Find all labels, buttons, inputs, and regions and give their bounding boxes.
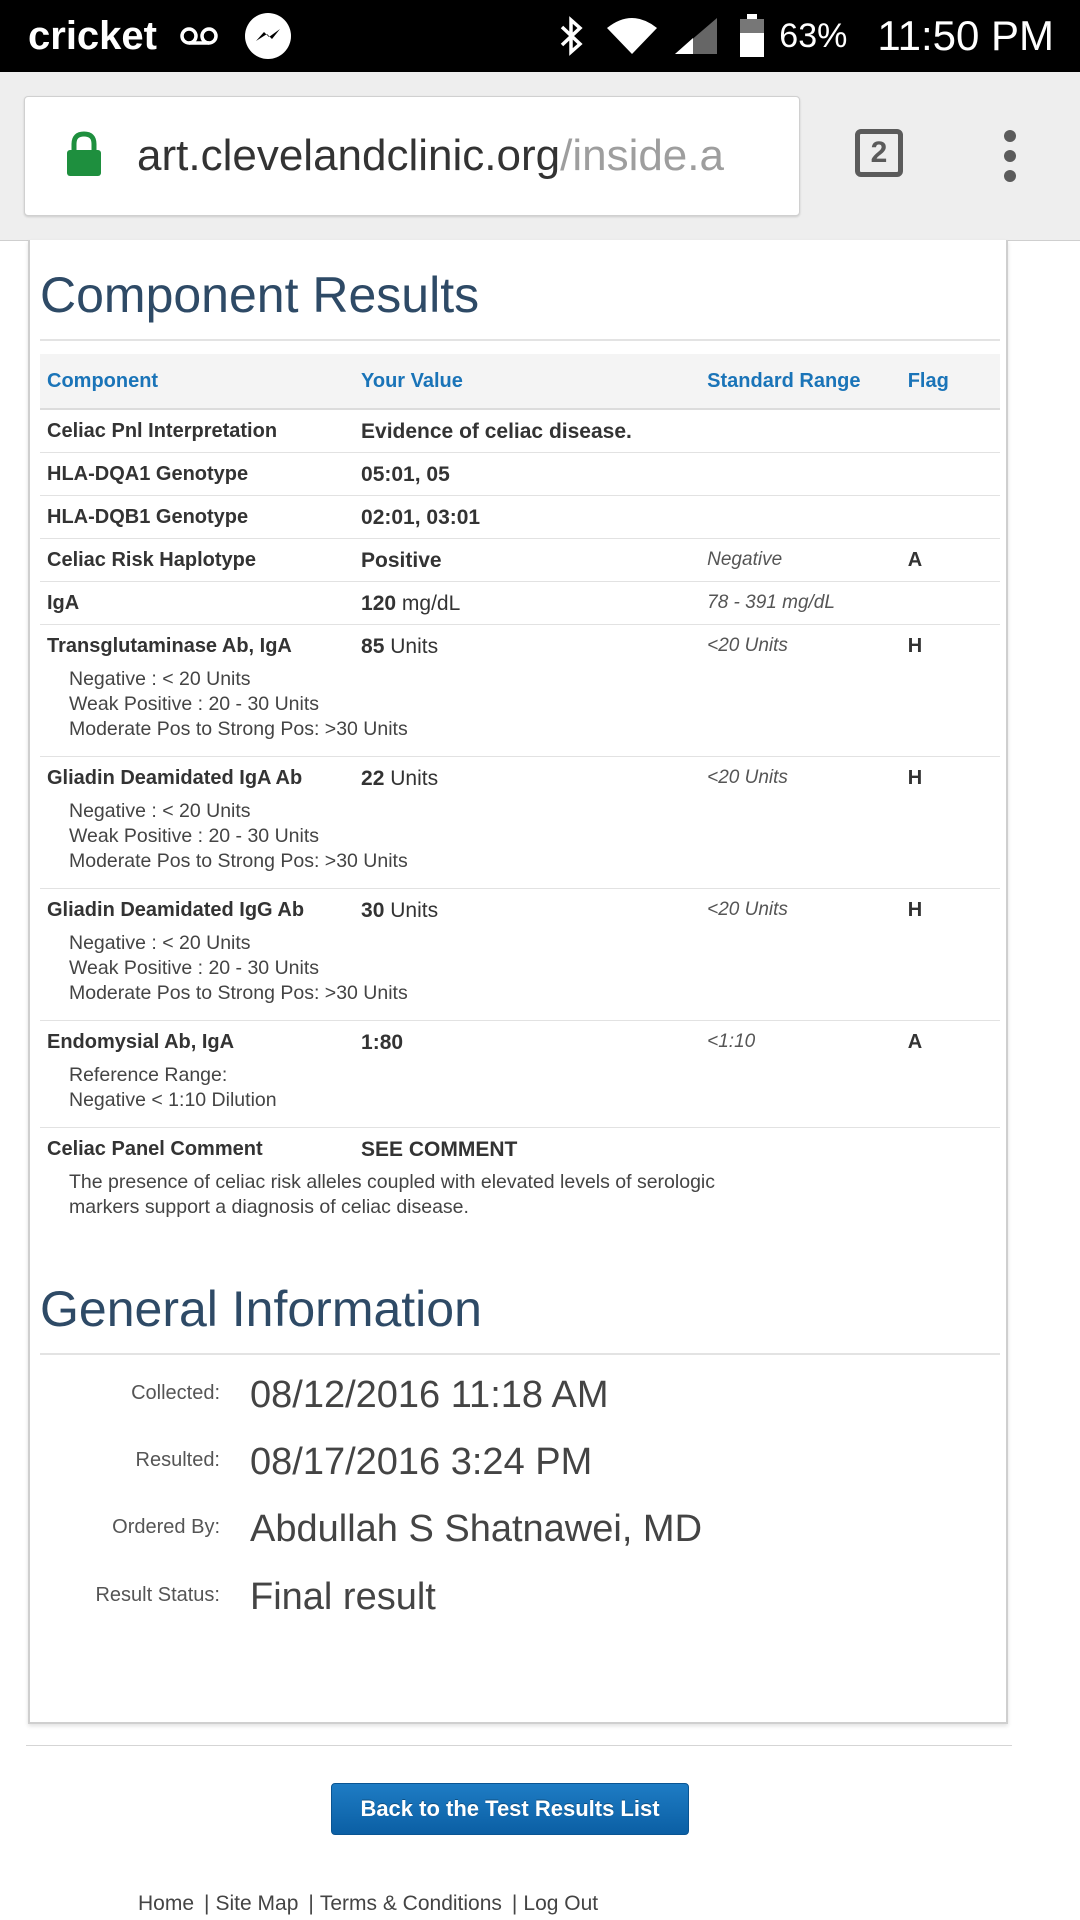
header-flag: Flag [901,354,1000,409]
component-value: SEE COMMENT [361,1138,518,1161]
result-flag: H [901,889,1000,932]
component-value-cell [354,539,700,582]
messenger-icon [245,13,291,59]
tab-switcher-button[interactable]: 2 [855,129,903,177]
note-line: Moderate Pos to Strong Pos: >30 Units [69,718,408,740]
note-line: markers support a diagnosis of celiac disease. [69,1196,469,1218]
info-label: Ordered By: [112,1516,220,1538]
component-note [47,931,993,1014]
component-name: Celiac Risk Haplotype [40,539,354,582]
standard-range: 78 - 391 mg/dL [700,582,901,625]
note-line: Moderate Pos to Strong Pos: >30 Units [69,982,408,1004]
title-divider [40,339,1000,341]
general-information-title: General Information [40,1281,482,1337]
component-value-cell [354,625,700,668]
table-row [40,409,1000,453]
component-name: Celiac Panel Comment [40,1128,354,1171]
component-value-cell [354,496,700,539]
bluetooth-icon [559,16,585,56]
url-text [137,131,724,181]
table-note-row [40,799,1000,889]
component-unit: mg/dL [401,592,461,615]
footer-links: Home | Site Map | Terms & Conditions | Log Out [138,1892,599,1915]
note-line: Weak Positive : 20 - 30 Units [69,825,319,847]
result-flag [901,1128,1000,1171]
lock-icon [65,131,103,182]
header-component: Component [40,354,354,409]
note-line: Negative : < 20 Units [69,668,251,690]
footer-link-site-map[interactable]: Site Map [215,1892,299,1915]
component-value: 22 [361,767,385,790]
url-host: art.clevelandclinic.org [137,131,561,180]
info-value: 08/17/2016 3:24 PM [250,1441,593,1483]
header-your-value: Your Value [354,354,700,409]
battery-icon [739,14,765,58]
component-value: Evidence of celiac disease. [361,420,632,443]
wifi-icon [605,16,659,56]
component-name: Celiac Pnl Interpretation [47,420,278,442]
component-value: Positive [361,549,442,572]
table-row [40,625,1000,668]
component-value-cell [354,1128,700,1171]
info-value: Abdullah S Shatnawei, MD [250,1508,703,1550]
info-value: Final result [250,1576,436,1618]
browser-toolbar [0,72,1080,241]
table-row [40,1128,1000,1171]
status-bar [0,0,1080,72]
note-line: Negative : < 20 Units [69,932,251,954]
component-note [47,799,993,882]
table-row [40,496,1000,539]
clock: 11:50 PM [877,12,1054,59]
standard-range: <1:10 [700,1021,901,1064]
results-panel [28,240,1008,1724]
standard-range: <20 Units [700,625,901,668]
component-results-title: Component Results [40,267,480,323]
note-line: Moderate Pos to Strong Pos: >30 Units [69,850,408,872]
results-body [40,409,1000,1234]
note-line: Negative : < 20 Units [69,800,251,822]
result-flag: A [901,539,1000,582]
component-note [47,1170,993,1228]
table-note-row [40,931,1000,1021]
result-flag [901,582,1000,625]
footer-link-log-out[interactable]: Log Out [523,1892,599,1915]
component-unit: Units [390,899,439,922]
note-line: The presence of celiac risk alleles coupled with elevated levels of serologic [69,1171,716,1193]
result-flag [901,453,1000,496]
header-standard-range: Standard Range [700,354,901,409]
result-flag [901,496,1000,539]
back-to-results-button[interactable]: Back to the Test Results List [331,1783,689,1835]
standard-range [700,1128,901,1171]
cell-signal-icon [673,16,719,56]
table-row [40,453,1000,496]
footer-link-home[interactable]: Home [138,1892,195,1915]
component-note [47,1063,993,1121]
component-value-cell [354,453,700,496]
standard-range [700,409,901,453]
component-name: HLA-DQA1 Genotype [40,453,354,496]
component-value: 02:01, 03:01 [361,506,481,529]
standard-range: <20 Units [700,757,901,800]
table-row [40,889,1000,932]
standard-range: Negative [700,539,901,582]
table-note-row [40,667,1000,757]
carrier-name: cricket [28,13,157,58]
table-row [40,1021,1000,1064]
standard-range [700,453,901,496]
component-value-cell [354,889,700,932]
component-value-cell [354,1021,700,1064]
footer-link-terms[interactable]: Terms & Conditions [319,1892,502,1915]
component-name: Gliadin Deamidated IgG Ab [40,889,354,932]
more-options-icon[interactable] [1000,130,1020,182]
component-value-cell [354,582,700,625]
component-name: Transglutaminase Ab, IgA [40,625,354,668]
note-line: Negative < 1:10 Dilution [69,1089,277,1111]
note-line: Weak Positive : 20 - 30 Units [69,693,319,715]
component-value-cell [354,409,700,453]
table-note-row [40,1063,1000,1128]
info-label: Collected: [131,1382,220,1404]
result-flag: A [901,1021,1000,1064]
note-line: Reference Range: [69,1064,228,1086]
result-flag: H [901,625,1000,668]
info-value: 08/12/2016 11:18 AM [250,1374,609,1416]
battery-percentage: 63% [779,16,848,55]
component-name: IgA [40,582,354,625]
standard-range [700,496,901,539]
component-unit: Units [390,635,439,658]
component-value: 30 [361,899,385,922]
table-row [40,582,1000,625]
result-flag: H [901,757,1000,800]
component-name: HLA-DQB1 Genotype [40,496,354,539]
info-label: Resulted: [135,1449,220,1471]
component-note [47,667,993,750]
component-name: Endomysial Ab, IgA [40,1021,354,1064]
table-row [40,757,1000,800]
component-unit: Units [390,767,439,790]
component-value: 1:80 [361,1031,404,1054]
component-value: 85 [361,635,385,658]
component-results-table [40,354,1000,1234]
table-note-row [40,1170,1000,1234]
component-name: Gliadin Deamidated IgA Ab [40,757,354,800]
component-value-cell [354,757,700,800]
component-value: 120 [361,592,397,615]
page-divider [26,1745,1012,1746]
result-flag [901,409,1000,453]
url-path: /inside.a [560,131,724,180]
address-bar[interactable] [24,96,800,216]
title-divider [40,1353,1000,1355]
table-header-row [40,354,1000,409]
component-value: 05:01, 05 [361,463,450,486]
table-row [40,539,1000,582]
note-line: Weak Positive : 20 - 30 Units [69,957,319,979]
voicemail-icon [179,25,219,47]
info-label: Result Status: [95,1584,220,1606]
standard-range: <20 Units [700,889,901,932]
